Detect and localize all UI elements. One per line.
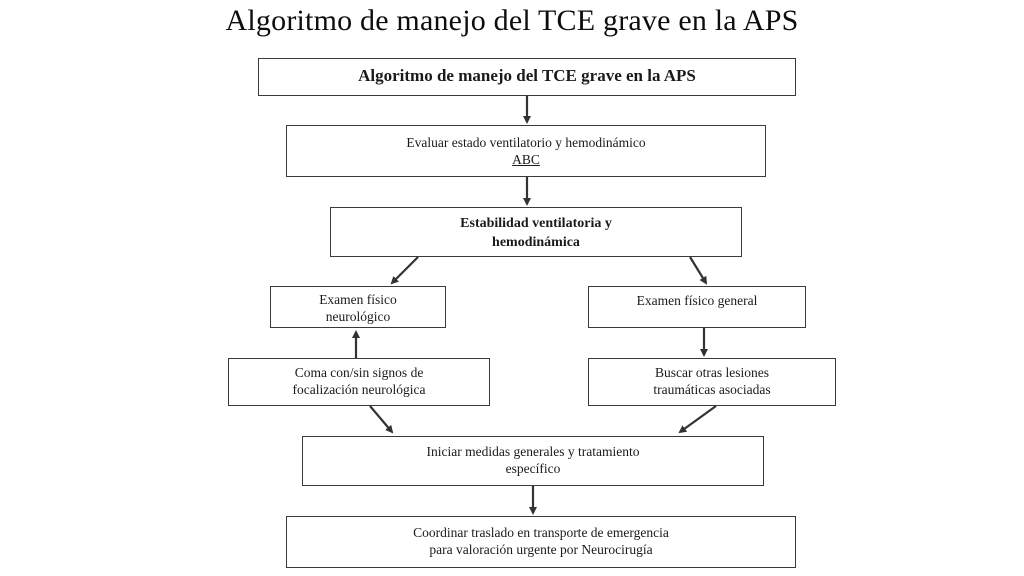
transfer-line1: Coordinar traslado en transporte de emergencia: [413, 525, 669, 540]
lesions-box: [588, 358, 836, 406]
neuro-exam-line2: neurológico: [325, 309, 391, 324]
stability-line1: Estabilidad ventilatoria y: [460, 216, 612, 231]
neuro-exam-box: [270, 286, 446, 328]
neuro-exam-line1: Examen físico: [319, 292, 397, 307]
coma-line2: focalización neurológica: [292, 382, 426, 397]
evaluate-abc-line1: Evaluar estado ventilatorio y hemodinámico: [406, 135, 646, 150]
transfer-box: [286, 516, 796, 568]
measures-line2: específico: [505, 461, 561, 476]
flowchart-header-box: [258, 58, 796, 96]
lesions-line1: Buscar otras lesiones: [655, 365, 769, 380]
evaluate-abc-line2: ABC: [512, 152, 540, 167]
general-exam-text: Examen físico general: [636, 293, 758, 308]
coma-box: [228, 358, 490, 406]
evaluate-abc-box: [286, 125, 766, 177]
slide-title: Algoritmo de manejo del TCE grave en la APS: [225, 4, 799, 37]
measures-line1: Iniciar medidas generales y tratamiento: [426, 444, 640, 459]
stability-line2: hemodinámica: [492, 235, 580, 250]
coma-line1: Coma con/sin signos de: [294, 365, 424, 380]
stability-box: [330, 207, 742, 257]
general-exam-box: [588, 286, 806, 328]
flowchart-header-text: Algoritmo de manejo del TCE grave en la APS: [358, 66, 696, 85]
measures-box: [302, 436, 764, 486]
transfer-line2: para valoración urgente por Neurocirugía: [429, 542, 653, 557]
lesions-line2: traumáticas asociadas: [653, 382, 771, 397]
